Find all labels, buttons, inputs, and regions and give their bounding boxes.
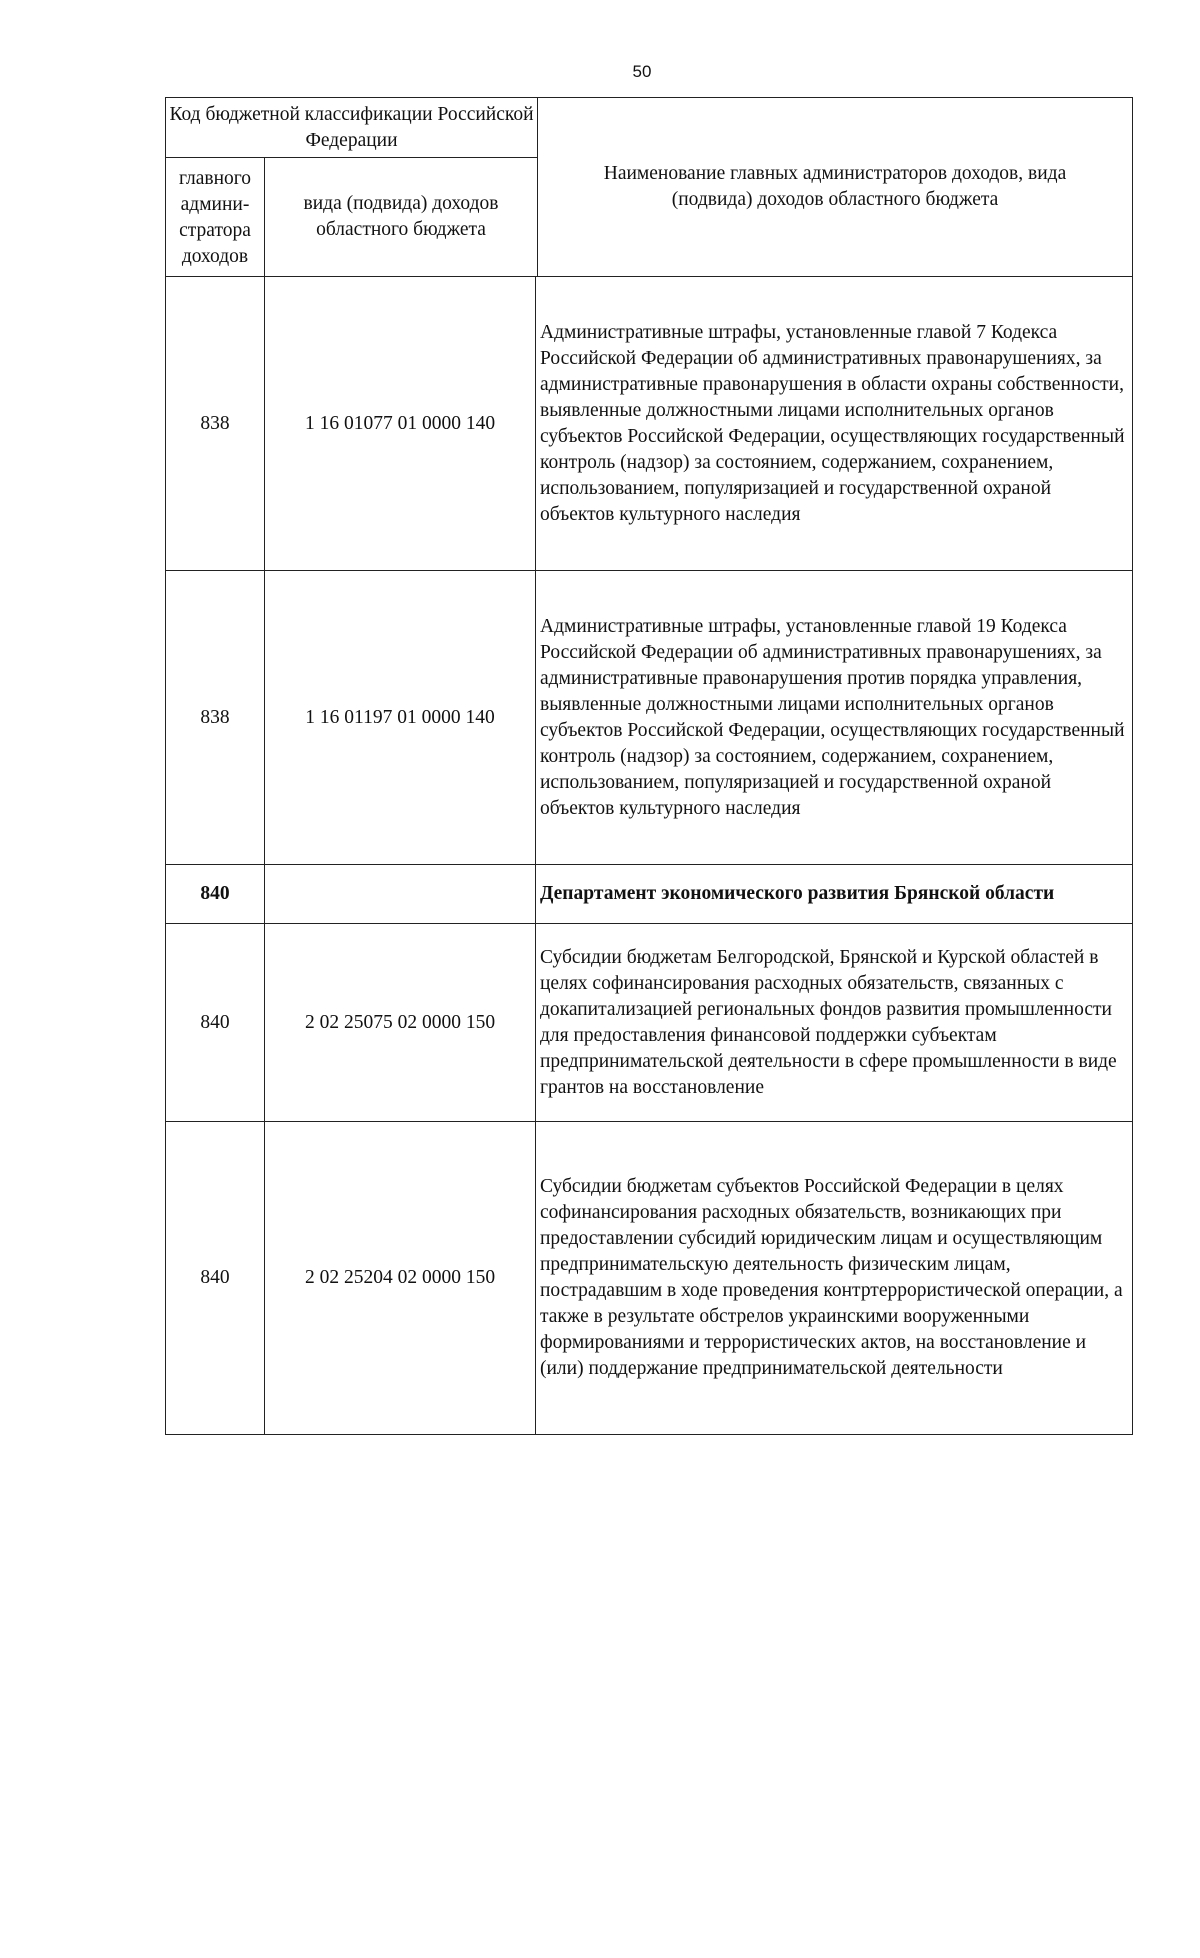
income-name: Административные штрафы, установленные главой 7 Кодекса Российской Федерации об административных правонарушениях, за административные правонарушения в области охраны собственности, выявленные должностными лицами исполнительных органов субъектов Российской Федерации, осуществляющих государственный контроль (надзор) за состоянием, содержанием, сохранением, использованием, популяризацией и государственной охраной объектов культурного наследия [540,321,1125,525]
header-admin-column: главного админи-стратора доходов [166,158,265,276]
table-header [165,97,1133,277]
table-row [165,924,1133,1122]
income-code [265,865,536,923]
income-name: Субсидии бюджетам субъектов Российской Федерации в целях софинансирования расходных обязательств, возникающих при предоставлении субсидий юридическим лицам и осуществляющим предпринимательскую деятельность физическим лицам, пострадавшим в ходе проведения контртеррористической операции, а также в результате обстрелов украинскими вооруженными формированиями и террористических актов, на восстановление и (или) поддержание предпринимательской деятельности [540,1176,1123,1379]
header-group-label: Код бюджетной классификации Российской Федерации [166,98,537,158]
income-code: 2 02 25204 02 0000 150 [265,1122,536,1434]
table-row [165,277,1133,571]
admin-code: 838 [166,571,265,864]
income-code: 1 16 01077 01 0000 140 [265,277,536,570]
income-code: 2 02 25075 02 0000 150 [265,924,536,1121]
department-name: Департамент экономического развития Брянской области [540,883,1055,904]
income-code: 1 16 01197 01 0000 140 [265,571,536,864]
admin-code: 840 [166,924,265,1121]
table-row [165,571,1133,865]
header-type-column: вида (подвида) доходов областного бюджета [303,193,499,240]
table-row [165,1122,1133,1435]
admin-code: 838 [166,277,265,570]
admin-code: 840 [166,865,265,923]
admin-code: 840 [166,1122,265,1434]
budget-classification-table [165,97,1133,1435]
page-number: 50 [632,62,652,81]
header-name-column: Наименование главных администраторов доходов, вида (подвида) доходов областного бюджета [603,163,1067,210]
table-row-department [165,865,1133,924]
income-name: Субсидии бюджетам Белгородской, Брянской и Курской областей в целях софинансирования расходных обязательств, связанных с докапитализацией региональных фондов развития промышленности для предоставления финансовой поддержки субъектам предпринимательской деятельности в сфере промышленности в виде грантов на восстановление [540,946,1117,1098]
income-name: Административные штрафы, установленные главой 19 Кодекса Российской Федерации об административных правонарушениях, за административные правонарушения против порядка управления, выявленные должностными лицами исполнительных органов субъектов Российской Федерации, осуществляющих государственный контроль (надзор) за состоянием, содержанием, сохранением, использованием, популяризацией и государственной охраной объектов культурного наследия [540,615,1125,819]
header-code-group [166,98,538,276]
